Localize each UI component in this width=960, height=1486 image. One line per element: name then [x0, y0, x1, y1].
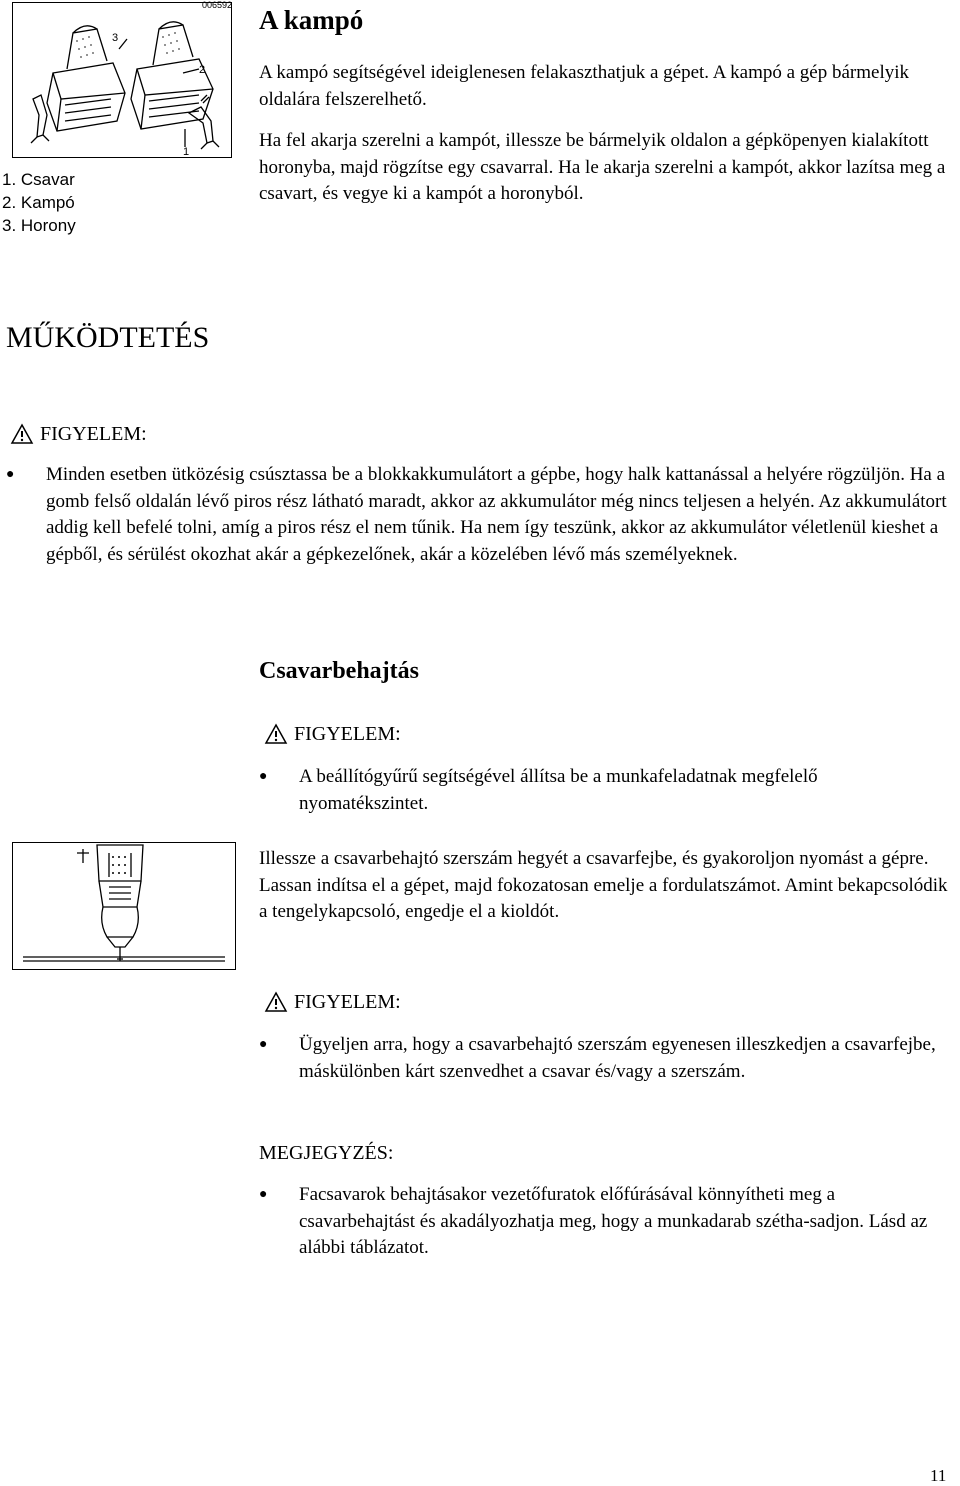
warning-label: FIGYELEM: — [294, 723, 401, 745]
warning-bullet — [259, 764, 949, 817]
warning-text: A beállítógyűrű segítségével állítsa be a munkafeladatnak megfelelő nyomatékszintet. — [299, 766, 818, 814]
hook-figure — [12, 2, 232, 158]
callout-2: 2 — [199, 64, 206, 76]
caption-line-3: 3. Horony — [2, 216, 76, 235]
bullet-dot-icon: ● — [259, 1187, 268, 1202]
warning-heading — [264, 990, 401, 1014]
screwdriving-figure — [12, 842, 236, 970]
warning-icon — [264, 991, 288, 1013]
warning-text: Ügyeljen arra, hogy a csavarbehajtó szerszám egyenesen illeszkedjen a csavarfejbe, máskülönben kárt szenvedhet a csavar és/vagy a szerszám. — [299, 1034, 936, 1082]
kampo-intro-text: A kampó segítségével ideiglenesen felakaszthatjuk a gépet. A kampó a gép bármelyik oldalára felszerelhető. — [259, 62, 910, 110]
figure-code: 006592 — [201, 0, 232, 10]
section-title-mukodtetes: MŰKÖDTETÉS — [6, 321, 210, 354]
hook-illustration — [13, 3, 231, 157]
note-bullet — [259, 1182, 949, 1262]
warning-heading — [264, 722, 401, 746]
warning-text: Minden esetben ütközésig csúsztassa be a blokkakkumulátort a gépbe, hogy halk kattanással a helyére rögzüljön. Ha a gomb felső oldalán lévő piros rész látható maradt, akkor az akkumulátor még nincs teljesen a helyén. Az akkumulátort addig kell befelé tolni, amíg a piros rész el nem tűnik. Ha nem így teszünk, akkor az akkumulátor véletlenül kieshet a gépből, és sérülést okozhat akár a gépkezelőnek, akár a közelében lévő más személyeknek. — [46, 464, 947, 565]
warning-label: FIGYELEM: — [40, 423, 147, 445]
kampo-body-text: Ha fel akarja szerelni a kampót, illessze be bármelyik oldalon a gépköpenyen kialakított horonyba, majd rögzítse egy csavarral. Ha le akarja szerelni a kampót, akkor lazítsa meg a csavart, és vegye ki a kampót a horonyból. — [259, 130, 946, 204]
callout-1: 1 — [183, 146, 190, 157]
warning-label: FIGYELEM: — [294, 991, 401, 1013]
bullet-dot-icon: ● — [6, 467, 15, 482]
section-title-csavarbehajtas: Csavarbehajtás — [259, 658, 419, 684]
callout-3: 3 — [112, 32, 119, 44]
bullet-dot-icon: ● — [259, 769, 268, 784]
note-heading: MEGJEGYZÉS: — [259, 1142, 394, 1164]
note-text: Facsavarok behajtásakor vezetőfuratok előfúrásával könnyítheti meg a csavarbehajtást és akadályozhatja meg, hogy a munkadarab szétha-sadjon. Lásd az alábbi táblázatot. — [299, 1184, 928, 1258]
caption-line-2: 2. Kampó — [2, 193, 75, 212]
caption-line-1: 1. Csavar — [2, 170, 75, 189]
warning-icon — [10, 423, 34, 445]
csavarbehajtas-body-text: Illessze a csavarbehajtó szerszám hegyét a csavarfejbe, és gyakoroljon nyomást a gépre. Lassan indítsa el a gépet, majd fokozatosan emelje a fordulatszámot. Amint bekapcsolódik a tengelykapcsoló, engedje el a kioldót. — [259, 848, 948, 922]
warning-icon — [264, 723, 288, 745]
warning-bullet — [6, 462, 956, 568]
page-number: 11 — [930, 1466, 947, 1485]
warning-heading — [10, 422, 147, 446]
bullet-dot-icon: ● — [259, 1037, 268, 1052]
figure-caption — [2, 168, 102, 237]
section-title-kampo: A kampó — [259, 5, 364, 35]
warning-bullet — [259, 1032, 949, 1085]
screwdriving-illustration — [13, 843, 235, 969]
